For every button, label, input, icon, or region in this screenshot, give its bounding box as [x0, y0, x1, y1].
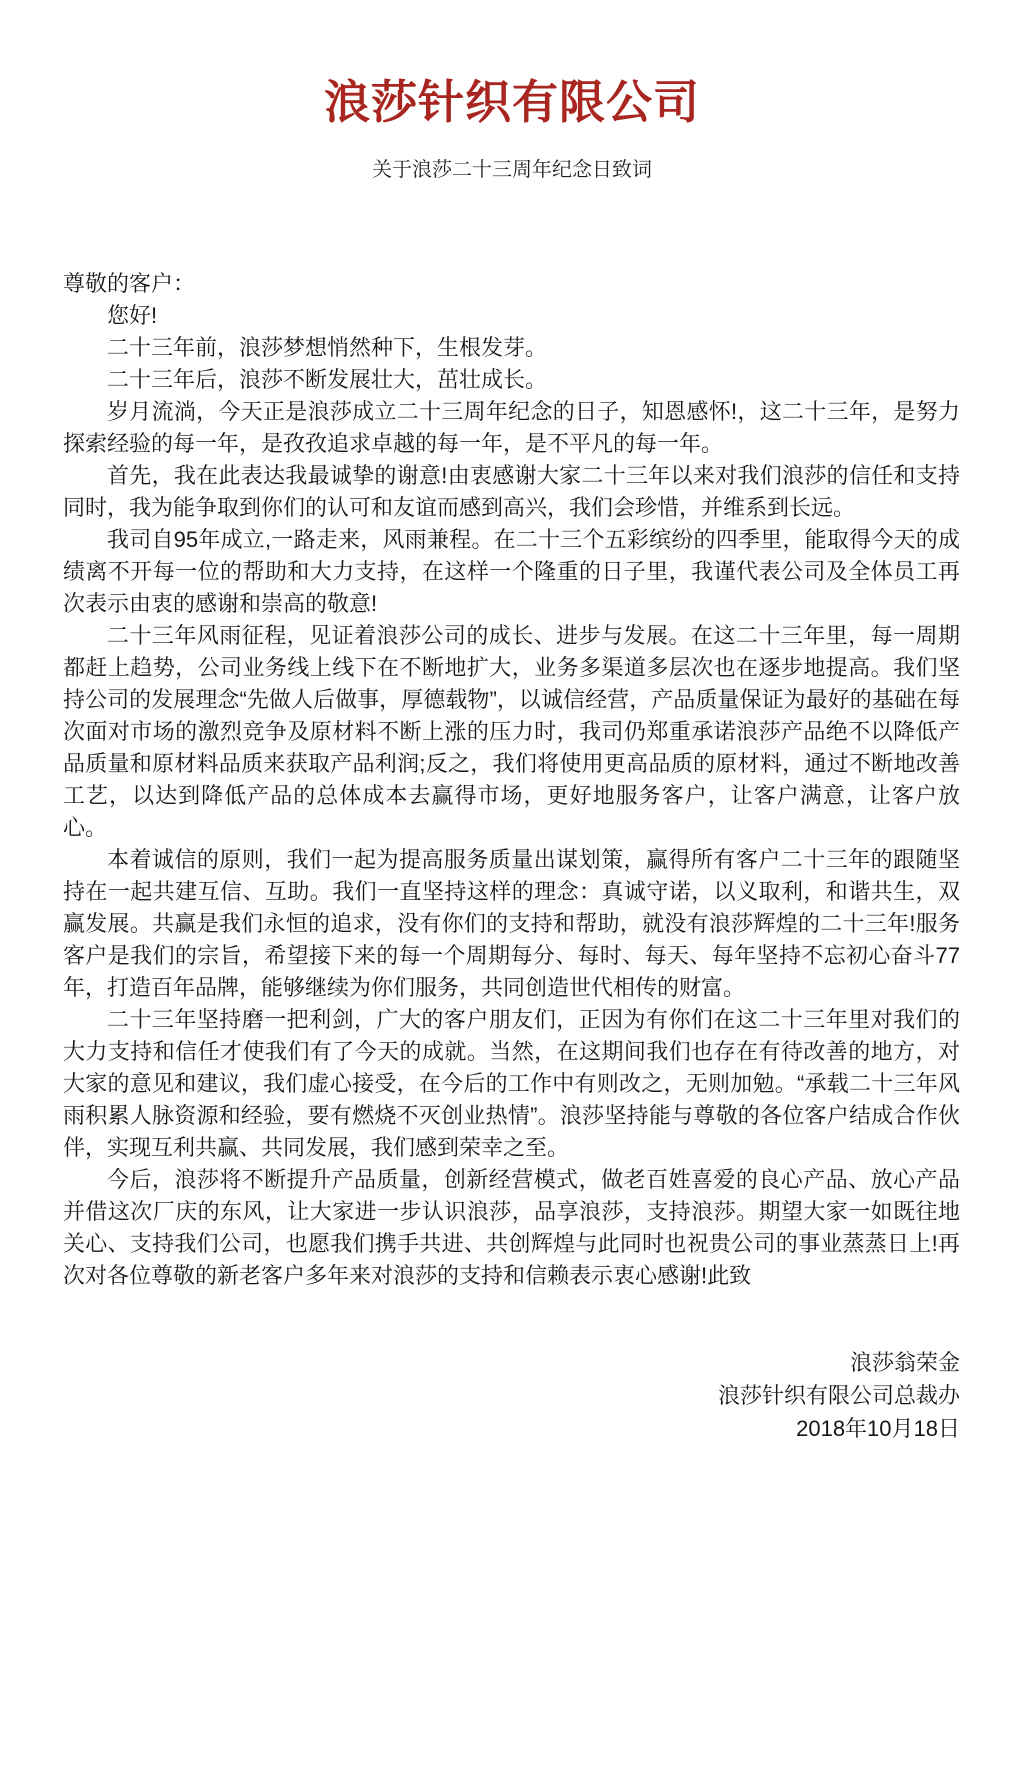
paragraph: 今后，浪莎将不断提升产品质量，创新经营模式，做老百姓喜爱的良心产品、放心产品并借这次厂庆的东风，让大家进一步认识浪莎，品享浪莎，支持浪莎。期望大家一如既往地关心、支持我们公司，也愿我们携手共进、共创辉煌与此同时也祝贵公司的事业蒸蒸日上!再次对各位尊敬的新老客户多年来对浪莎的支持和信赖表示衷心感谢!此致 [63, 1167, 960, 1288]
signature-org: 浪莎针织有限公司总裁办 [717, 1383, 960, 1408]
paragraph: 您好! [107, 303, 158, 328]
paragraph: 二十三年后，浪莎不断发展壮大，茁壮成长。 [107, 367, 548, 392]
paragraph: 我司自95年成立,一路走来，风雨兼程。在二十三个五彩缤纷的四季里，能取得今天的成绩离不开每一位的帮助和大力支持，在这样一个隆重的日子里，我谨代表公司及全体员工再次表示由衷的感谢和崇高的敬意! [63, 527, 960, 616]
signature-block [63, 1346, 960, 1445]
paragraph: 二十三年风雨征程，见证着浪莎公司的成长、进步与发展。在这二十三年里，每一周期都赶上趋势，公司业务线上线下在不断地扩大，业务多渠道多层次也在逐步地提高。我们坚持公司的发展理念“先做人后做事，厚德载物”，以诚信经营，产品质量保证为最好的基础在每次面对市场的激烈竞争及原材料不断上涨的压力时，我司仍郑重承诺浪莎产品绝不以降低产品质量和原材料品质来获取产品利润;反之，我们将使用更高品质的原材料，通过不断地改善工艺，以达到降低产品的总体成本去赢得市场，更好地服务客户，让客户满意，让客户放心。 [63, 623, 960, 840]
paragraph: 首先，我在此表达我最诚挚的谢意!由衷感谢大家二十三年以来对我们浪莎的信任和支持同时，我为能争取到你们的认可和友谊而感到高兴，我们会珍惜，并维系到长远。 [63, 463, 960, 520]
salutation: 尊敬的客户： [63, 271, 196, 296]
signature-date: 2018年10月18日 [796, 1416, 960, 1441]
page-subtitle: 关于浪莎二十三周年纪念日致词 [372, 159, 652, 181]
letter-body [63, 268, 960, 1445]
paragraph: 二十三年坚持磨一把利剑，广大的客户朋友们，正因为有你们在这二十三年里对我们的大力支持和信任才使我们有了今天的成就。当然，在这期间我们也存在有待改善的地方，对大家的意见和建议，我们虚心接受，在今后的工作中有则改之，无则加勉。“承载二十三年风雨积累人脉资源和经验，要有燃烧不灭创业热情”。浪莎坚持能与尊敬的各位客户结成合作伙伴，实现互利共赢、共同发展，我们感到荣幸之至。 [63, 1007, 960, 1160]
paragraph: 二十三年前，浪莎梦想悄然种下，生根发芽。 [107, 335, 548, 360]
page-title: 浪莎针织有限公司 [324, 76, 700, 128]
paragraph: 本着诚信的原则，我们一起为提高服务质量出谋划策，赢得所有客户二十三年的跟随坚持在一起共建互信、互助。我们一直坚持这样的理念：真诚守诺，以义取利，和谐共生，双赢发展。共赢是我们永恒的追求，没有你们的支持和帮助，就没有浪莎辉煌的二十三年!服务客户是我们的宗旨，希望接下来的每一个周期每分、每时、每天、每年坚持不忘初心奋斗77年，打造百年品牌，能够继续为你们服务，共同创造世代相传的财富。 [63, 847, 960, 1000]
paragraph: 岁月流淌，今天正是浪莎成立二十三周年纪念的日子，知恩感怀!，这二十三年，是努力探索经验的每一年，是孜孜追求卓越的每一年，是不平凡的每一年。 [63, 399, 960, 456]
signature-name: 浪莎翁荣金 [849, 1350, 960, 1375]
